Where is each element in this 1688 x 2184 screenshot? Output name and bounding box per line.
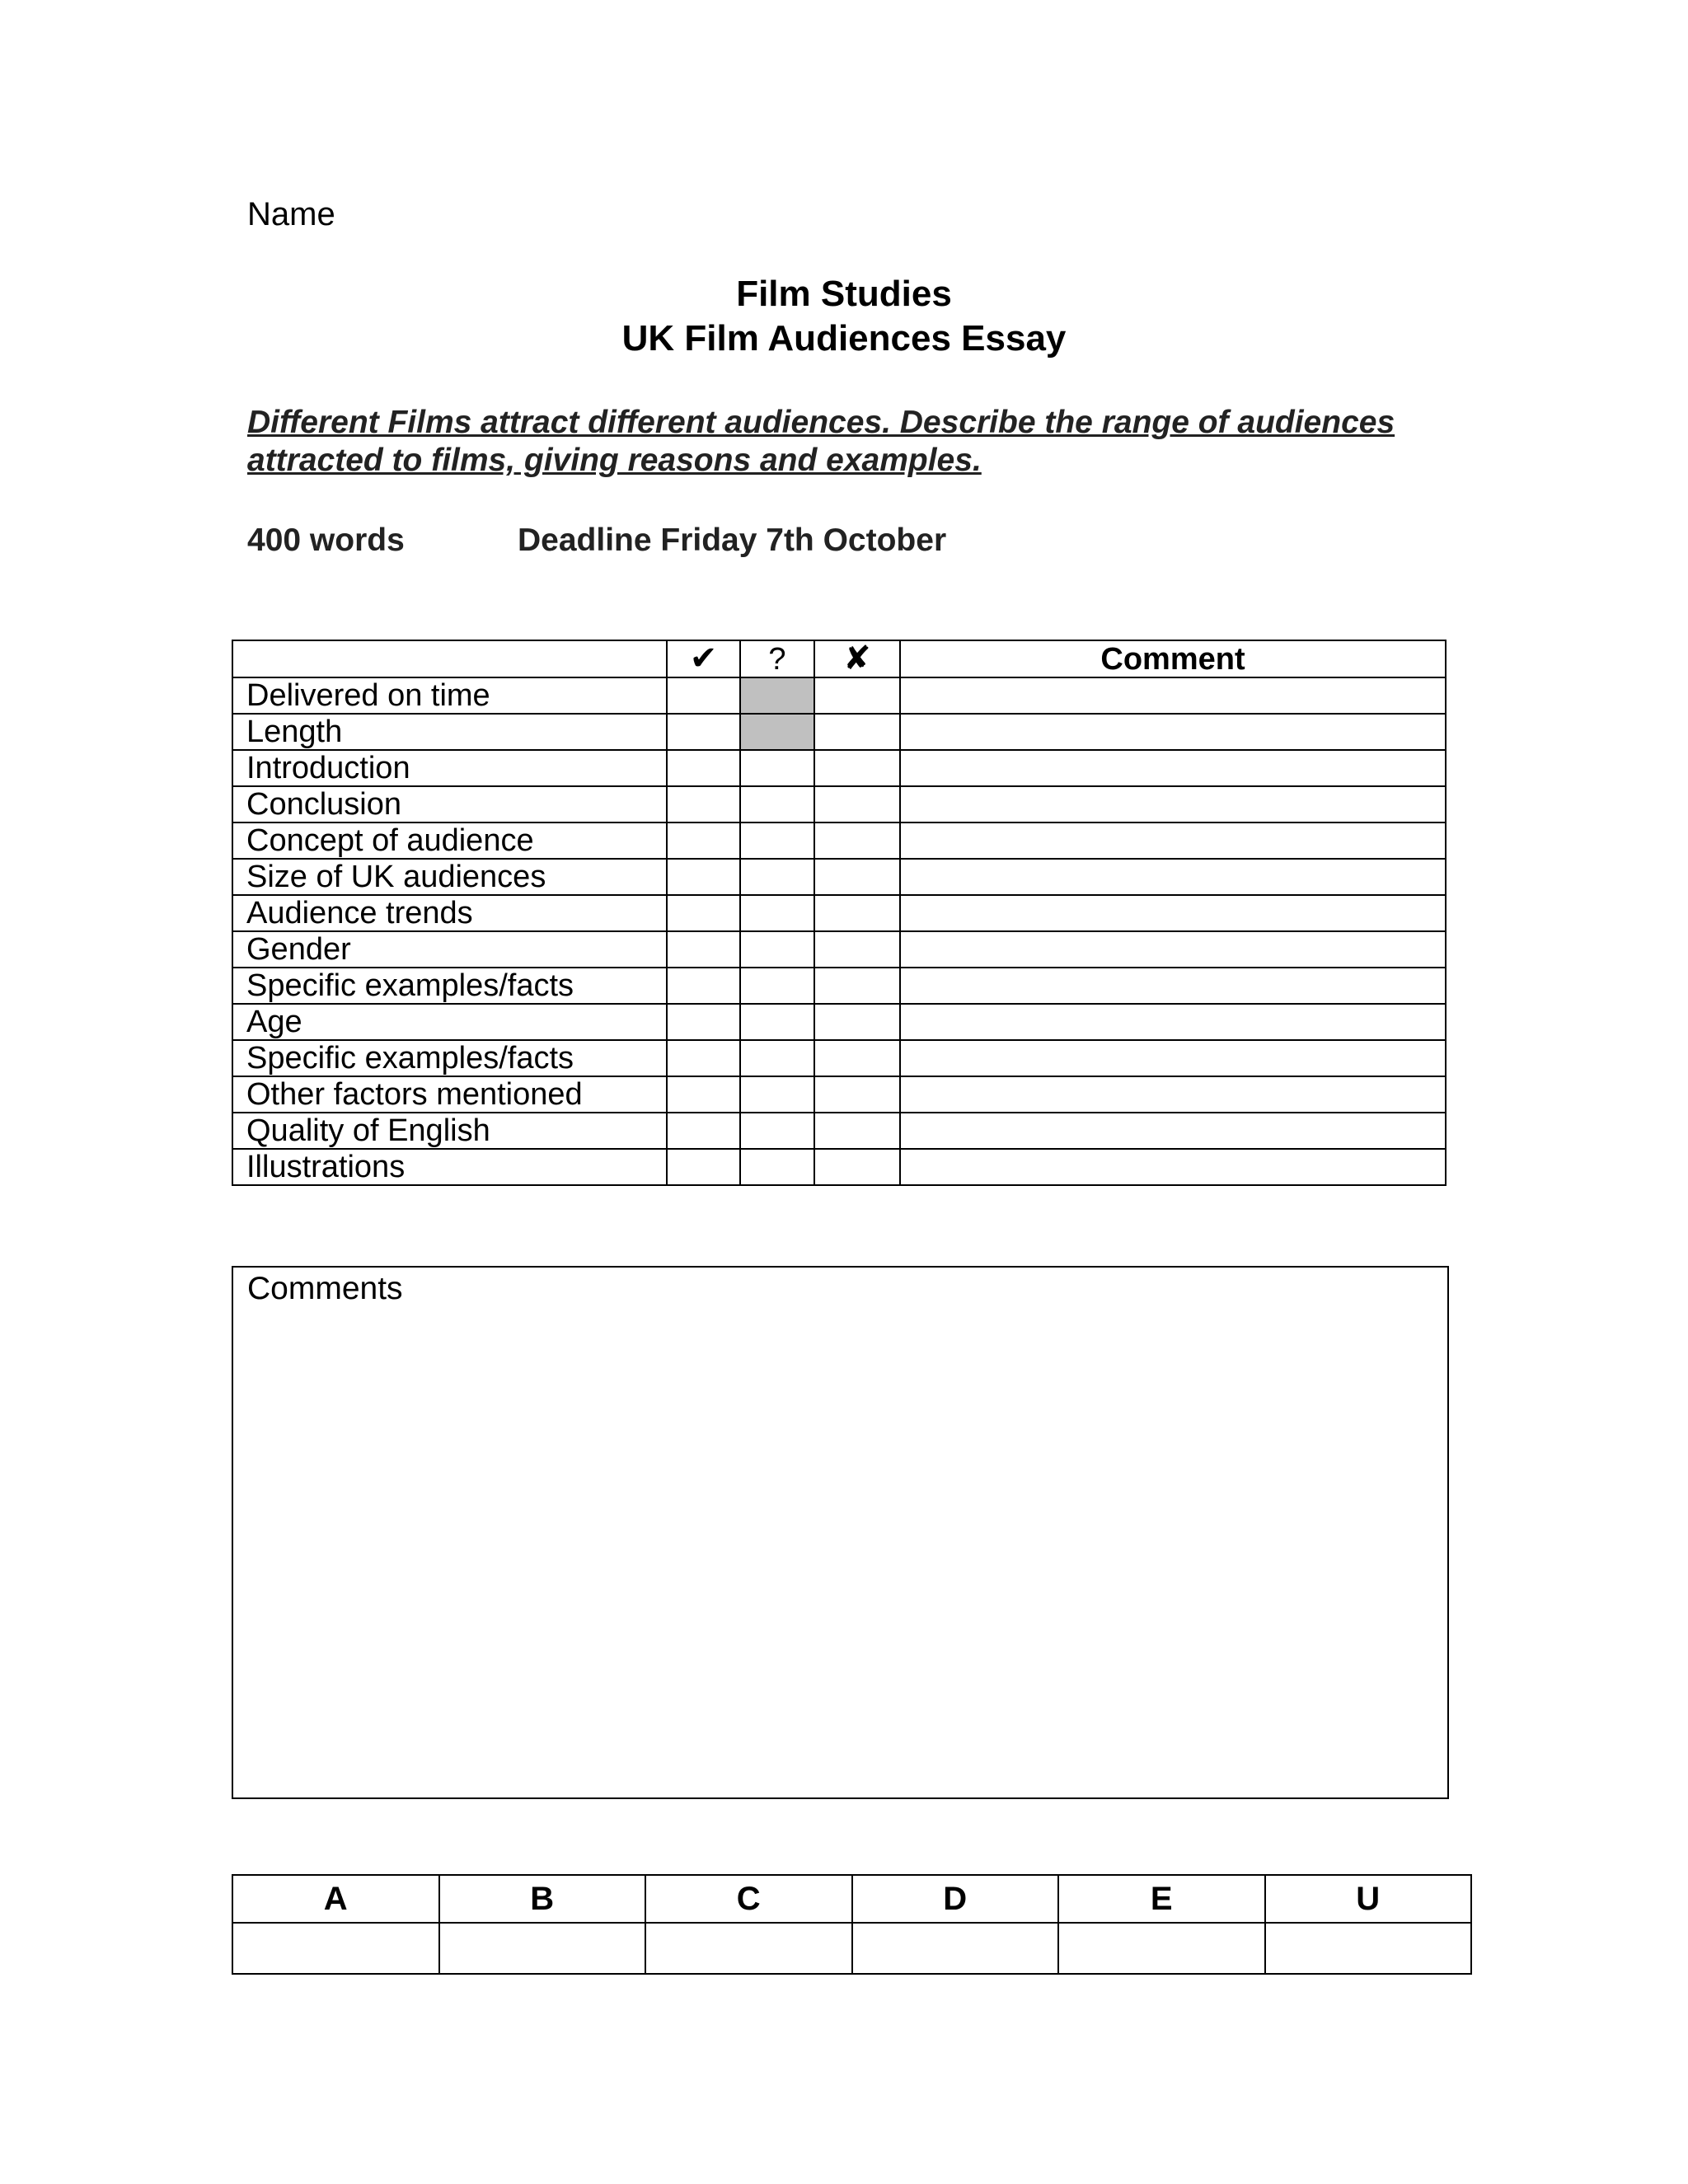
grade-header-b: B (439, 1875, 646, 1923)
comment-cell[interactable] (900, 750, 1446, 786)
question-cell[interactable] (740, 931, 814, 968)
criterion-label: Other factors mentioned (232, 1076, 667, 1113)
grade-value-row (232, 1923, 1471, 1974)
comment-cell[interactable] (900, 1113, 1446, 1149)
name-label: Name (247, 196, 335, 232)
criterion-label: Introduction (232, 750, 667, 786)
criterion-label: Conclusion (232, 786, 667, 823)
cross-cell[interactable] (814, 1004, 900, 1040)
criterion-label: Specific examples/facts (232, 968, 667, 1004)
cross-cell[interactable] (814, 786, 900, 823)
comment-cell[interactable] (900, 714, 1446, 750)
comment-cell[interactable] (900, 968, 1446, 1004)
cross-cell[interactable] (814, 931, 900, 968)
table-row (232, 1149, 1446, 1185)
question-cell[interactable] (740, 1113, 814, 1149)
cross-cell[interactable] (814, 1113, 900, 1149)
question-cell[interactable] (740, 1040, 814, 1076)
question-cell[interactable] (740, 786, 814, 823)
criterion-label: Concept of audience (232, 823, 667, 859)
criterion-label: Illustrations (232, 1149, 667, 1185)
table-row (232, 1113, 1446, 1149)
table-row (232, 786, 1446, 823)
table-row (232, 714, 1446, 750)
table-row (232, 1040, 1446, 1076)
criterion-label: Size of UK audiences (232, 859, 667, 895)
grade-table (232, 1874, 1472, 1975)
comment-cell[interactable] (900, 786, 1446, 823)
tick-cell[interactable] (667, 895, 740, 931)
tick-cell[interactable] (667, 968, 740, 1004)
word-count: 400 words (247, 523, 405, 558)
table-row (232, 677, 1446, 714)
comment-cell[interactable] (900, 1004, 1446, 1040)
question-cell[interactable] (740, 895, 814, 931)
tick-cell[interactable] (667, 1040, 740, 1076)
comment-cell[interactable] (900, 1076, 1446, 1113)
grade-header-e: E (1058, 1875, 1265, 1923)
table-row (232, 859, 1446, 895)
comments-box[interactable] (232, 1266, 1449, 1799)
tick-cell[interactable] (667, 677, 740, 714)
cross-cell[interactable] (814, 1149, 900, 1185)
comment-cell[interactable] (900, 1040, 1446, 1076)
cross-cell[interactable] (814, 1040, 900, 1076)
title-assignment: UK Film Audiences Essay (621, 318, 1067, 359)
table-row (232, 750, 1446, 786)
grade-cell-c[interactable] (645, 1923, 852, 1974)
grade-header-d: D (852, 1875, 1059, 1923)
cross-icon: ✘ (843, 640, 871, 677)
comment-cell[interactable] (900, 1149, 1446, 1185)
comment-header: Comment (900, 640, 1446, 677)
criterion-label: Length (232, 714, 667, 750)
question-cell[interactable] (740, 968, 814, 1004)
table-row (232, 1076, 1446, 1113)
criterion-label: Specific examples/facts (232, 1040, 667, 1076)
tick-cell[interactable] (667, 859, 740, 895)
question-header (740, 640, 814, 677)
cross-cell[interactable] (814, 1076, 900, 1113)
tick-cell[interactable] (667, 786, 740, 823)
grade-header-u: U (1265, 1875, 1472, 1923)
table-row (232, 1004, 1446, 1040)
criterion-label: Quality of English (232, 1113, 667, 1149)
cross-cell[interactable] (814, 859, 900, 895)
table-row (232, 895, 1446, 931)
comments-label: Comments (247, 1271, 403, 1306)
question-cell (740, 714, 814, 750)
question-mark-icon: ? (768, 641, 786, 677)
cross-header (814, 640, 900, 677)
table-row (232, 823, 1446, 859)
cross-cell[interactable] (814, 714, 900, 750)
check-icon: ✔ (689, 640, 718, 677)
cross-cell[interactable] (814, 750, 900, 786)
question-cell[interactable] (740, 1004, 814, 1040)
comment-cell[interactable] (900, 895, 1446, 931)
comment-cell[interactable] (900, 931, 1446, 968)
tick-cell[interactable] (667, 714, 740, 750)
tick-cell[interactable] (667, 750, 740, 786)
comment-cell[interactable] (900, 677, 1446, 714)
tick-cell[interactable] (667, 1149, 740, 1185)
grade-cell-e[interactable] (1058, 1923, 1265, 1974)
grade-header-row (232, 1875, 1471, 1923)
criteria-header-blank (232, 640, 667, 677)
cross-cell[interactable] (814, 895, 900, 931)
deadline: Deadline Friday 7th October (518, 523, 947, 558)
title-subject: Film Studies (736, 274, 952, 314)
grade-header-c: C (645, 1875, 852, 1923)
tick-cell[interactable] (667, 823, 740, 859)
table-row (232, 968, 1446, 1004)
question-cell[interactable] (740, 750, 814, 786)
cross-cell[interactable] (814, 968, 900, 1004)
criteria-table (232, 640, 1447, 1186)
table-row (232, 931, 1446, 968)
criterion-label: Gender (232, 931, 667, 968)
tick-cell[interactable] (667, 1113, 740, 1149)
criterion-label: Age (232, 1004, 667, 1040)
grade-cell-a[interactable] (232, 1923, 439, 1974)
question-cell (740, 677, 814, 714)
criterion-label: Delivered on time (232, 677, 667, 714)
grade-cell-d[interactable] (852, 1923, 1059, 1974)
tick-header (667, 640, 740, 677)
grade-cell-b[interactable] (439, 1923, 646, 1974)
document-title (0, 272, 1688, 361)
question-cell[interactable] (740, 859, 814, 895)
question-cell[interactable] (740, 823, 814, 859)
tick-cell[interactable] (667, 1076, 740, 1113)
question-cell[interactable] (740, 1076, 814, 1113)
question-cell[interactable] (740, 1149, 814, 1185)
cross-cell[interactable] (814, 823, 900, 859)
grade-header-a: A (232, 1875, 439, 1923)
tick-cell[interactable] (667, 1004, 740, 1040)
criteria-header-row (232, 640, 1446, 677)
tick-cell[interactable] (667, 931, 740, 968)
criterion-label: Audience trends (232, 895, 667, 931)
comment-cell[interactable] (900, 823, 1446, 859)
essay-question: Different Films attract different audiences. Describe the range of audiences attracted to films, giving reasons and examples. (247, 405, 1395, 478)
grade-cell-u[interactable] (1265, 1923, 1472, 1974)
comment-cell[interactable] (900, 859, 1446, 895)
cross-cell[interactable] (814, 677, 900, 714)
